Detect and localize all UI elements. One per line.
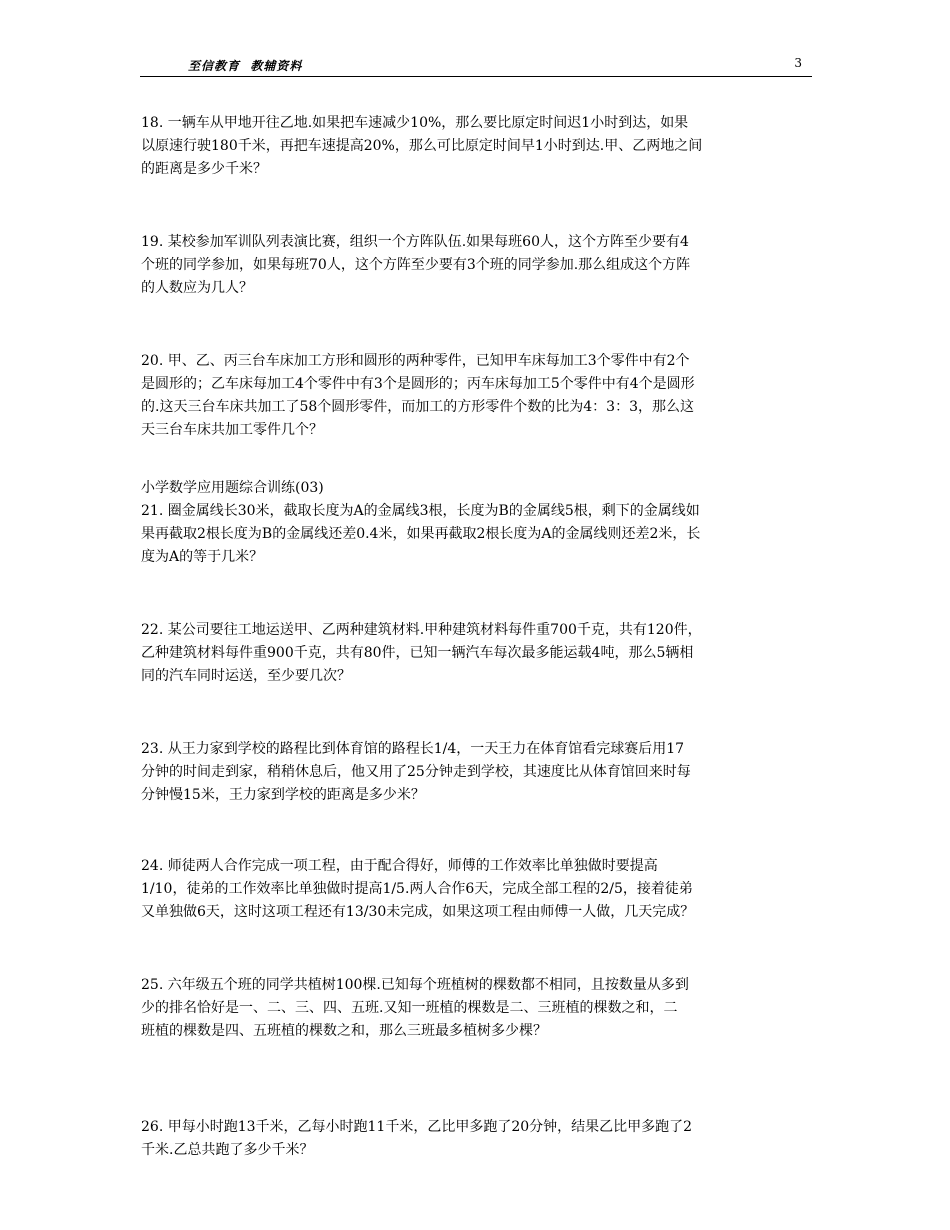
page-header <box>140 54 812 77</box>
question-21: 21. 圈金属线长30米，截取长度为A的金属线3根，长度为B的金属线5根，剩下的金属线如 果再截取2根长度为B的金属线还差0.4米，如果再截取2根长度为A的金属线则还差2米，长 度为A的等于几米？ <box>141 503 701 565</box>
question-26: 26. 甲每小时跑13千米，乙每小时跑11千米，乙比甲多跑了20分钟，结果乙比甲多跑了2 千米.乙总共跑了多少千米？ <box>141 1119 693 1158</box>
question-25: 25. 六年级五个班的同学共植树100棵.已知每个班植树的棵数都不相同，且按数量从多到 少的排名恰好是一、二、三、四、五班.又知一班植的棵数是二、三班植的棵数之和，二 班植的棵数是四、五班植的棵数之和，那么三班最多植树多少棵？ <box>141 977 689 1039</box>
header-title: 至信教育 教辅资料 <box>188 59 303 73</box>
question-19: 19. 某校参加军训队列表演比赛，组织一个方阵队伍.如果每班60人，这个方阵至少要有4 个班的同学参加，如果每班70人，这个方阵至少要有3个班的同学参加.那么组成这个方阵 的人数应为几人？ <box>141 234 691 296</box>
question-23: 23. 从王力家到学校的路程比到体育馆的路程长1/4，一天王力在体育馆看完球赛后用17 分钟的时间走到家，稍稍休息后，他又用了25分钟走到学校，其速度比从体育馆回来时每 分钟慢15米，王力家到学校的距离是多少米？ <box>141 741 691 803</box>
section-title: 小学数学应用题综合训练(03) <box>141 480 324 496</box>
page-number: 3 <box>794 56 802 70</box>
question-24: 24. 师徒两人合作完成一项工程，由于配合得好，师傅的工作效率比单独做时要提高 1/10，徒弟的工作效率比单独做时提高1/5.两人合作6天，完成全部工程的2/5，接着徒弟 又单独做6天，这时这项工程还有13/30未完成，如果这项工程由师傅一人做，几天完成？ <box>141 858 695 920</box>
question-20: 20. 甲、乙、丙三台车床加工方形和圆形的两种零件，已知甲车床每加工3个零件中有2个 是圆形的；乙车床每加工4个零件中有3个是圆形的；丙车床每加工5个零件中有4个是圆形 的.这天三台车床共加工了58个圆形零件，而加工的方形零件个数的比为4：3：3，那么这 天三台车床共加工零件几个？ <box>141 353 695 438</box>
document-body <box>141 112 817 1162</box>
question-22: 22. 某公司要往工地运送甲、乙两种建筑材料.甲种建筑材料每件重700千克，共有120件， 乙种建筑材料每件重900千克，共有80件，已知一辆汽车每次最多能运载4吨，那么5辆相 同的汽车同时运送，至少要几次？ <box>141 622 702 684</box>
question-18: 18. 一辆车从甲地开往乙地.如果把车速减少10%，那么要比原定时间迟1小时到达，如果 以原速行驶180千米，再把车速提高20%，那么可比原定时间早1小时到达.甲、乙两地之间 的距离是多少千米？ <box>141 115 703 177</box>
